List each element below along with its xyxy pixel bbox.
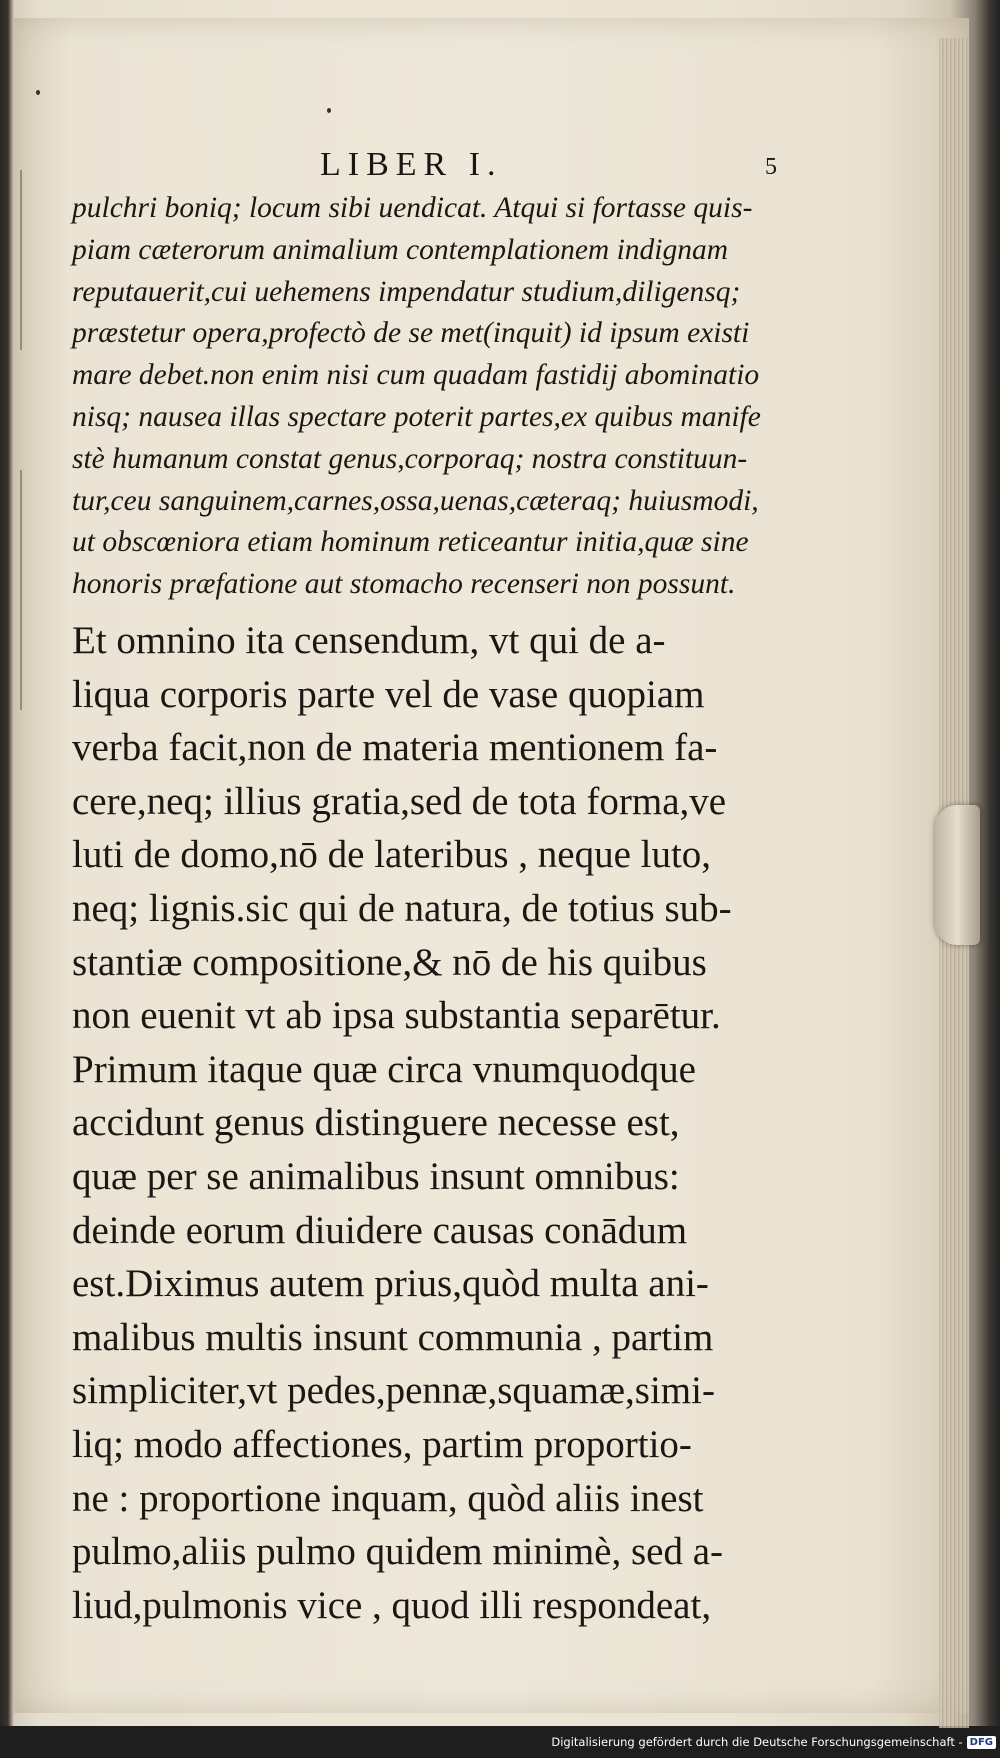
text-line: ne : proportione inquam, quòd aliis inest — [72, 1476, 704, 1520]
text-line: pulchri boniq; locum sibi uendicat. Atqui si fortasse quis- — [72, 192, 753, 224]
text-line: Primum itaque quæ circa vnumquodque — [72, 1047, 696, 1091]
book-clasp — [935, 805, 980, 945]
text-line: cere,neq; illius gratia,sed de tota forma,ve — [72, 779, 727, 823]
folio-number: 5 — [765, 154, 777, 180]
text-line: est.Diximus autem prius,quòd multa ani- — [72, 1262, 709, 1306]
text-line: quæ per se animalibus insunt omnibus: — [72, 1154, 680, 1198]
text-line: malibus multis insunt communia , partim — [72, 1315, 714, 1359]
margin-stain — [20, 470, 22, 710]
digitization-credit — [551, 1732, 996, 1752]
text-line: stè humanum constat genus,corporaq; nostra constituun- — [72, 442, 748, 475]
dfg-logo: DFG — [967, 1736, 996, 1749]
ink-fleck — [36, 90, 40, 95]
text-line: luti de domo,nō de lateribus , neque luto, — [72, 833, 712, 877]
text-line: nisq; nausea illas spectare poterit partes,ex quibus manife — [72, 400, 761, 433]
text-line: deinde eorum diuidere causas conādum — [72, 1208, 688, 1252]
running-head: LIBER I. — [320, 146, 503, 183]
text-line: liq; modo affectiones, partim proportio- — [72, 1422, 692, 1466]
text-line: simpliciter,vt pedes,pennæ,squamæ,simi- — [72, 1369, 715, 1413]
text-line: accidunt genus distinguere necesse est, — [72, 1101, 680, 1145]
text-line: stantiæ compositione,& nō de his quibus — [72, 940, 707, 984]
ink-fleck — [327, 108, 331, 113]
margin-stain — [20, 170, 22, 350]
text-line: verba facit,non de materia mentionem fa- — [72, 726, 718, 770]
text-line: præstetur opera,profectò de se met(inquit) id ipsum existi — [72, 317, 750, 350]
text-line: neq; lignis.sic qui de natura, de totius sub- — [72, 886, 732, 930]
text-line: tur,ceu sanguinem,carnes,ossa,uenas,cæteraq; huiusmodi, — [72, 484, 759, 517]
roman-paragraph — [72, 614, 852, 1632]
italic-paragraph — [72, 188, 852, 606]
text-line: liud,pulmonis vice , quod illi respondeat, — [72, 1583, 712, 1627]
text-line: honoris præfatione aut stomacho recenseri non possunt. — [72, 568, 736, 601]
credit-text: Digitalisierung gefördert durch die Deutsche Forschungsgemeinschaft - — [551, 1735, 963, 1749]
text-line: pulmo,aliis pulmo quidem minimè, sed a- — [72, 1530, 724, 1574]
text-line: piam cæterorum animalium contemplationem indignam — [72, 233, 729, 266]
text-line: ut obscœniora etiam hominum reticeantur initia,quæ sine — [72, 526, 749, 559]
text-line: mare debet.non enim nisi cum quadam fastidij abominatio — [72, 359, 760, 392]
text-line: reputauerit,cui uehemens impendatur studium,diligensq; — [72, 275, 741, 308]
text-line: Et omnino ita censendum, vt qui de a- — [72, 619, 666, 662]
text-line: liqua corporis parte vel de vase quopiam — [72, 672, 705, 716]
text-line: non euenit vt ab ipsa substantia separētur. — [72, 994, 721, 1038]
page-header — [320, 146, 790, 186]
